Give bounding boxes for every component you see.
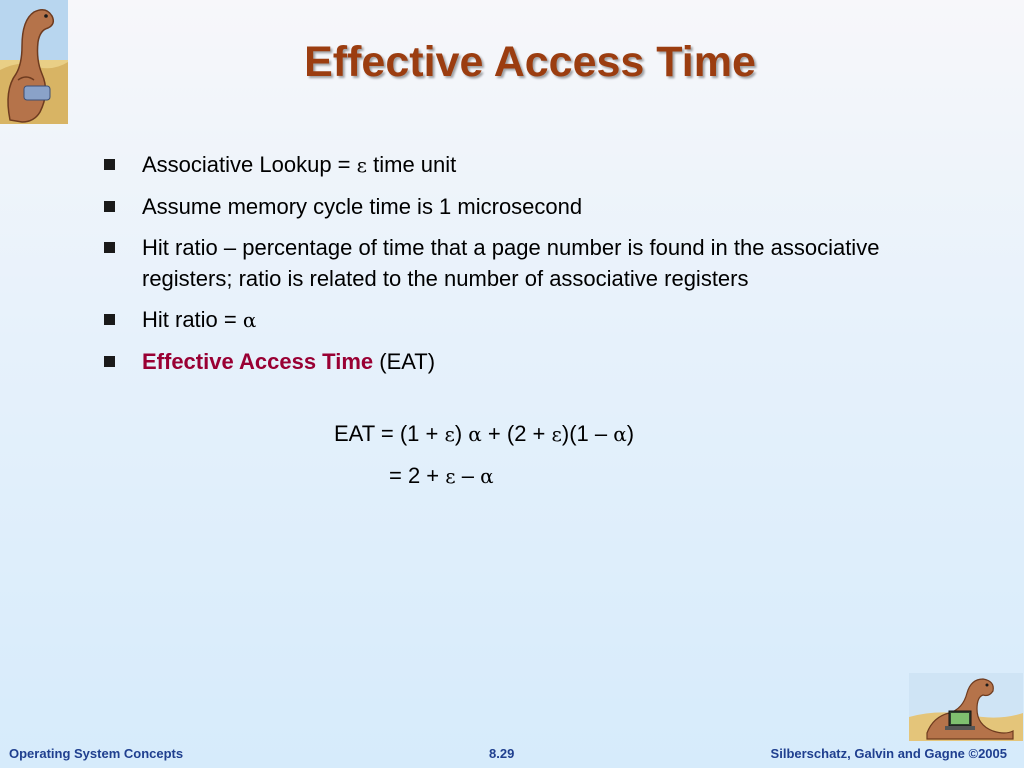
alpha-symbol: α bbox=[480, 464, 494, 488]
bullet-memory-cycle bbox=[104, 191, 894, 222]
epsilon-symbol: ε bbox=[551, 422, 562, 446]
bullet-text: Associative Lookup = bbox=[142, 152, 357, 177]
alpha-symbol: α bbox=[468, 422, 482, 446]
alpha-symbol: α bbox=[613, 422, 627, 446]
footer-slide-number: 8.29 bbox=[489, 746, 515, 761]
footer-course-title: Operating System Concepts bbox=[9, 746, 184, 761]
alpha-symbol: α bbox=[242, 308, 257, 332]
epsilon-symbol: ε bbox=[445, 464, 456, 488]
bullet-marker-icon bbox=[104, 242, 115, 253]
bullet-text: Hit ratio = bbox=[142, 307, 243, 332]
bullet-marker-icon bbox=[104, 314, 115, 325]
bullet-marker-icon bbox=[104, 159, 115, 170]
bullet-associative-lookup bbox=[104, 149, 894, 181]
eat-equation-line-2 bbox=[389, 460, 494, 492]
bullet-marker-icon bbox=[104, 201, 115, 212]
eat-highlight: Effective Access Time bbox=[142, 349, 374, 374]
bullet-text: (EAT) bbox=[373, 349, 436, 374]
footer-copyright: Silberschatz, Galvin and Gagne ©2005 bbox=[770, 746, 1007, 761]
epsilon-symbol: ε bbox=[356, 153, 368, 177]
dinosaur-laptop-icon bbox=[909, 673, 1023, 741]
bullet-marker-icon bbox=[104, 356, 115, 367]
bullet-list bbox=[104, 149, 894, 387]
bullet-eat bbox=[104, 346, 894, 377]
bullet-text: time unit bbox=[367, 152, 457, 177]
equation-text: = 2 + bbox=[389, 463, 446, 488]
eat-equation-line-1 bbox=[334, 418, 634, 450]
equation-text: ) bbox=[626, 421, 635, 446]
bullet-text: Hit ratio – percentage of time that a page number is found in the associative registers; ratio is related to the number of associative registers bbox=[142, 235, 880, 291]
equation-text: )(1 – bbox=[561, 421, 614, 446]
equation-text: ) bbox=[454, 421, 469, 446]
bullet-hit-ratio-alpha bbox=[104, 304, 894, 336]
equation-text: – bbox=[455, 463, 481, 488]
equation-text: + (2 + bbox=[481, 421, 552, 446]
bullet-hit-ratio-definition bbox=[104, 232, 894, 294]
slide-title: Effective Access Time bbox=[304, 38, 756, 86]
equation-text: EAT = (1 + bbox=[334, 421, 445, 446]
epsilon-symbol: ε bbox=[444, 422, 455, 446]
bullet-text: Assume memory cycle time is 1 microsecond bbox=[142, 194, 583, 219]
